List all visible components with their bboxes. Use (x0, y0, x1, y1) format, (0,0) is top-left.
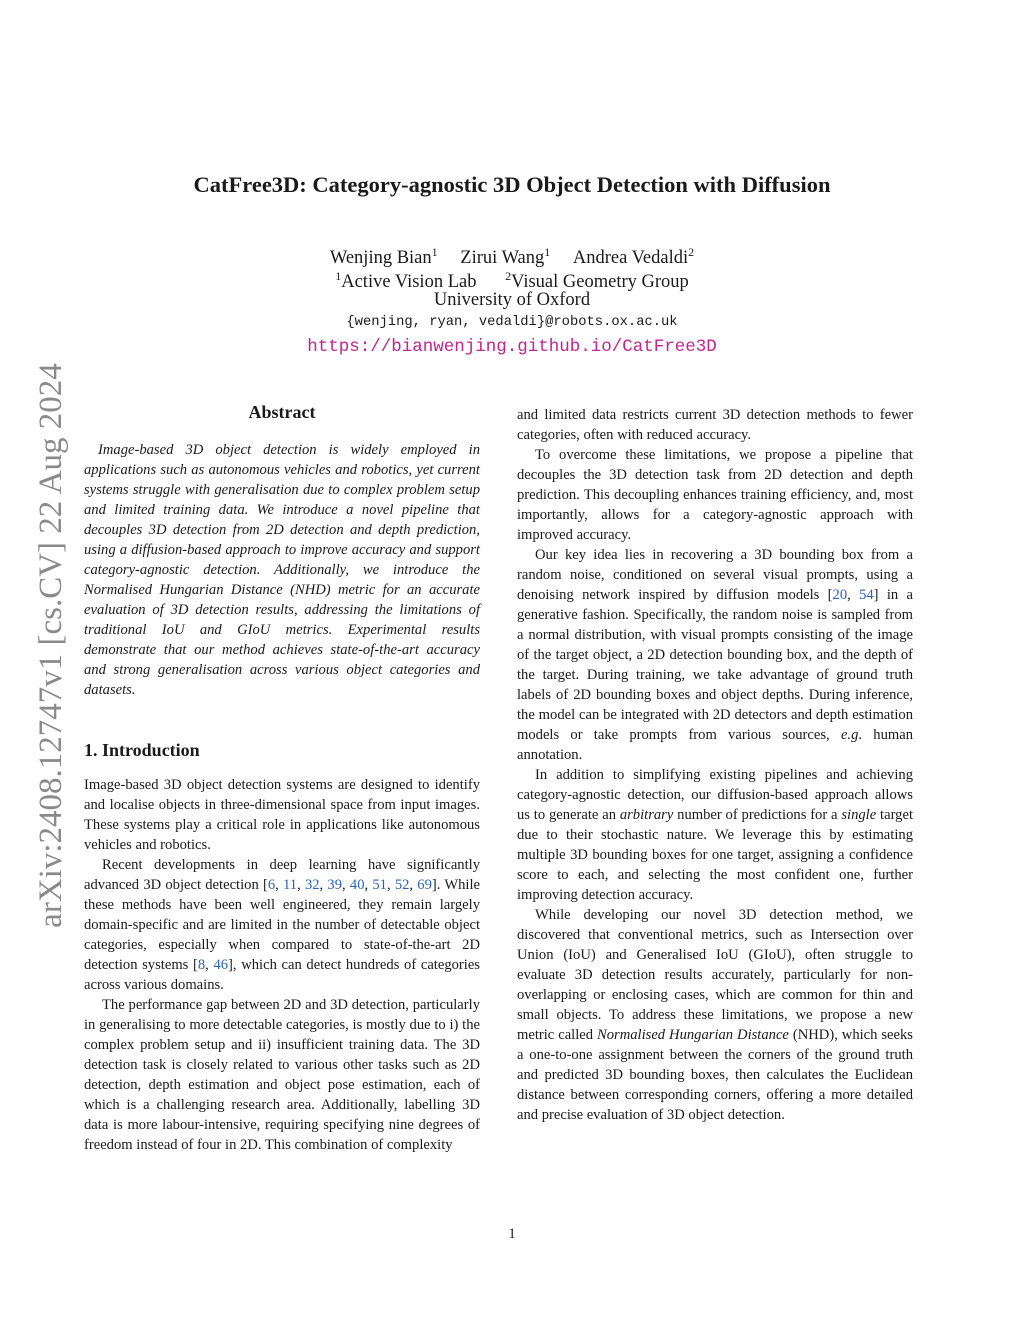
intro-paragraph: Our key idea lies in recovering a 3D bounding box from a random noise, conditioned on several visual prompts, using a denoising network inspired by diffusion models [20, 54] in a generative fashion. Specifically, the random noise is sampled from a normal distribution, with visual prompts consisting of the image of the target object, a 2D detection bounding box, and the depth of the target. During training, we take advantage of ground truth labels of 2D bounding boxes and object depths. During inference, the model can be integrated with 2D detectors and depth estimation models or take prompts from various sources, e.g. human annotation. (517, 547, 913, 763)
intro-paragraph: The performance gap between 2D and 3D detection, particularly in generalising to more detectable categories, is mostly due to i) the complex problem setup and ii) insufficient training data. The 3D detection task is closely related to various other tasks such as 2D detection, depth estimation and object pose estimation, each of which is a challenging research area. Additionally, labelling 3D data is more labour-intensive, requiring specifying nine degrees of freedom instead of four in 2D. This combination of complexity (84, 997, 480, 1153)
arxiv-id: arXiv:2408.12747v1 [cs.CV] 22 Aug 2024 (32, 362, 69, 928)
right-column (517, 405, 913, 1125)
citation-link[interactable]: 39 (327, 877, 343, 893)
citation-link[interactable]: 46 (213, 957, 229, 973)
intro-paragraph: Recent developments in deep learning have significantly advanced 3D object detection [6, 11, 32, 39, 40, 51, 52, 69]. While these methods have been well engineered, they remain largely domain-specific and are limited in the number of detectable object categories, especially when compared to state-of-the-art 2D detection systems [8, 46], which can detect hundreds of categories across various domains. (84, 857, 481, 993)
affiliation: $^1$Active Vision Lab (335, 269, 477, 293)
introduction-heading: 1. Introduction (84, 740, 200, 760)
citation-link[interactable]: 11 (283, 877, 298, 893)
university: University of Oxford (433, 290, 591, 310)
intro-paragraph: Image-based 3D object detection systems are designed to identify and localise objects in three-dimensional space from input images. These systems play a critical role in applications like autonomous vehicles and robotics. (84, 777, 480, 853)
citation-link[interactable]: 52 (394, 877, 410, 893)
abstract-text: Image-based 3D object detection is widely employed in applications such as autonomous vehicles and robotics, yet current systems struggle with generalisation due to complex problem setup and limited training data. We introduce a novel pipeline that decouples 3D detection from 2D detection and depth prediction, using a diffusion-based approach to improve accuracy and support category-agnostic detection. Additionally, we introduce the Normalised Hungarian Distance (NHD) metric for an accurate evaluation of 3D detection results, addressing the limitations of traditional IoU and GIoU metrics. Experimental results demonstrate that our method achieves state-of-the-art accuracy and strong generalisation across various object categories and datasets. (84, 442, 480, 698)
citation-link[interactable]: 51 (372, 877, 387, 893)
citation-link[interactable]: 32 (304, 877, 320, 893)
author-emails: {wenjing, ryan, vedaldi}@robots.ox.ac.uk (346, 315, 678, 330)
citation-link[interactable]: 40 (349, 877, 365, 893)
citation-link[interactable]: 20 (832, 587, 848, 603)
citation-link[interactable]: 69 (417, 877, 432, 893)
page-number: 1 (508, 1226, 516, 1242)
intro-paragraph: In addition to simplifying existing pipelines and achieving category-agnostic detection, our diffusion-based approach allows us to generate an arbitrary number of predictions for a single target due to their stochastic nature. We leverage this by estimating multiple 3D bounding boxes for one target, assigning a confidence score to each, and selecting the most confident one, further improving detection accuracy. (517, 767, 913, 903)
citation-link[interactable]: 54 (859, 587, 874, 603)
abstract-heading: Abstract (248, 402, 316, 422)
affiliation: $^2$Visual Geometry Group (505, 269, 689, 293)
citation-link[interactable]: 8 (197, 957, 206, 973)
author: Wenjing Bian$^1$ (329, 245, 438, 269)
intro-paragraph: and limited data restricts current 3D detection methods to fewer categories, often with reduced accuracy. (517, 407, 913, 443)
intro-paragraph: To overcome these limitations, we propose a pipeline that decouples the 3D detection task from 2D detection and depth prediction. This decoupling enhances training efficiency, and, most importantly, allows for a category-agnostic approach with improved accuracy. (517, 447, 913, 543)
intro-paragraph: While developing our novel 3D detection method, we discovered that conventional metrics, such as Intersection over Union (IoU) and Generalised IoU (GIoU), often struggle to evaluate 3D detection results accurately, particularly for non-overlapping or enclosing cases, which are common for thin and small objects. To address these limitations, we propose a new metric called Normalised Hungarian Distance (NHD), which seeks a one-to-one assignment between the corners of the ground truth and predicted 3D bounding boxes, then calculates the Euclidean distance between corresponding corners, offering a more detailed and precise evaluation of 3D object detection. (517, 907, 913, 1123)
arxiv-sidebar-stamp (28, 345, 74, 945)
author: Zirui Wang$^1$ (460, 245, 551, 269)
author: Andrea Vedaldi$^2$ (572, 245, 695, 269)
left-column (84, 402, 480, 1155)
citation-link[interactable]: 6 (267, 877, 276, 893)
paper-title: CatFree3D: Category-agnostic 3D Object Detection with Diffusion (193, 172, 831, 197)
project-url-link[interactable]: https://bianwenjing.github.io/CatFree3D (307, 337, 717, 357)
